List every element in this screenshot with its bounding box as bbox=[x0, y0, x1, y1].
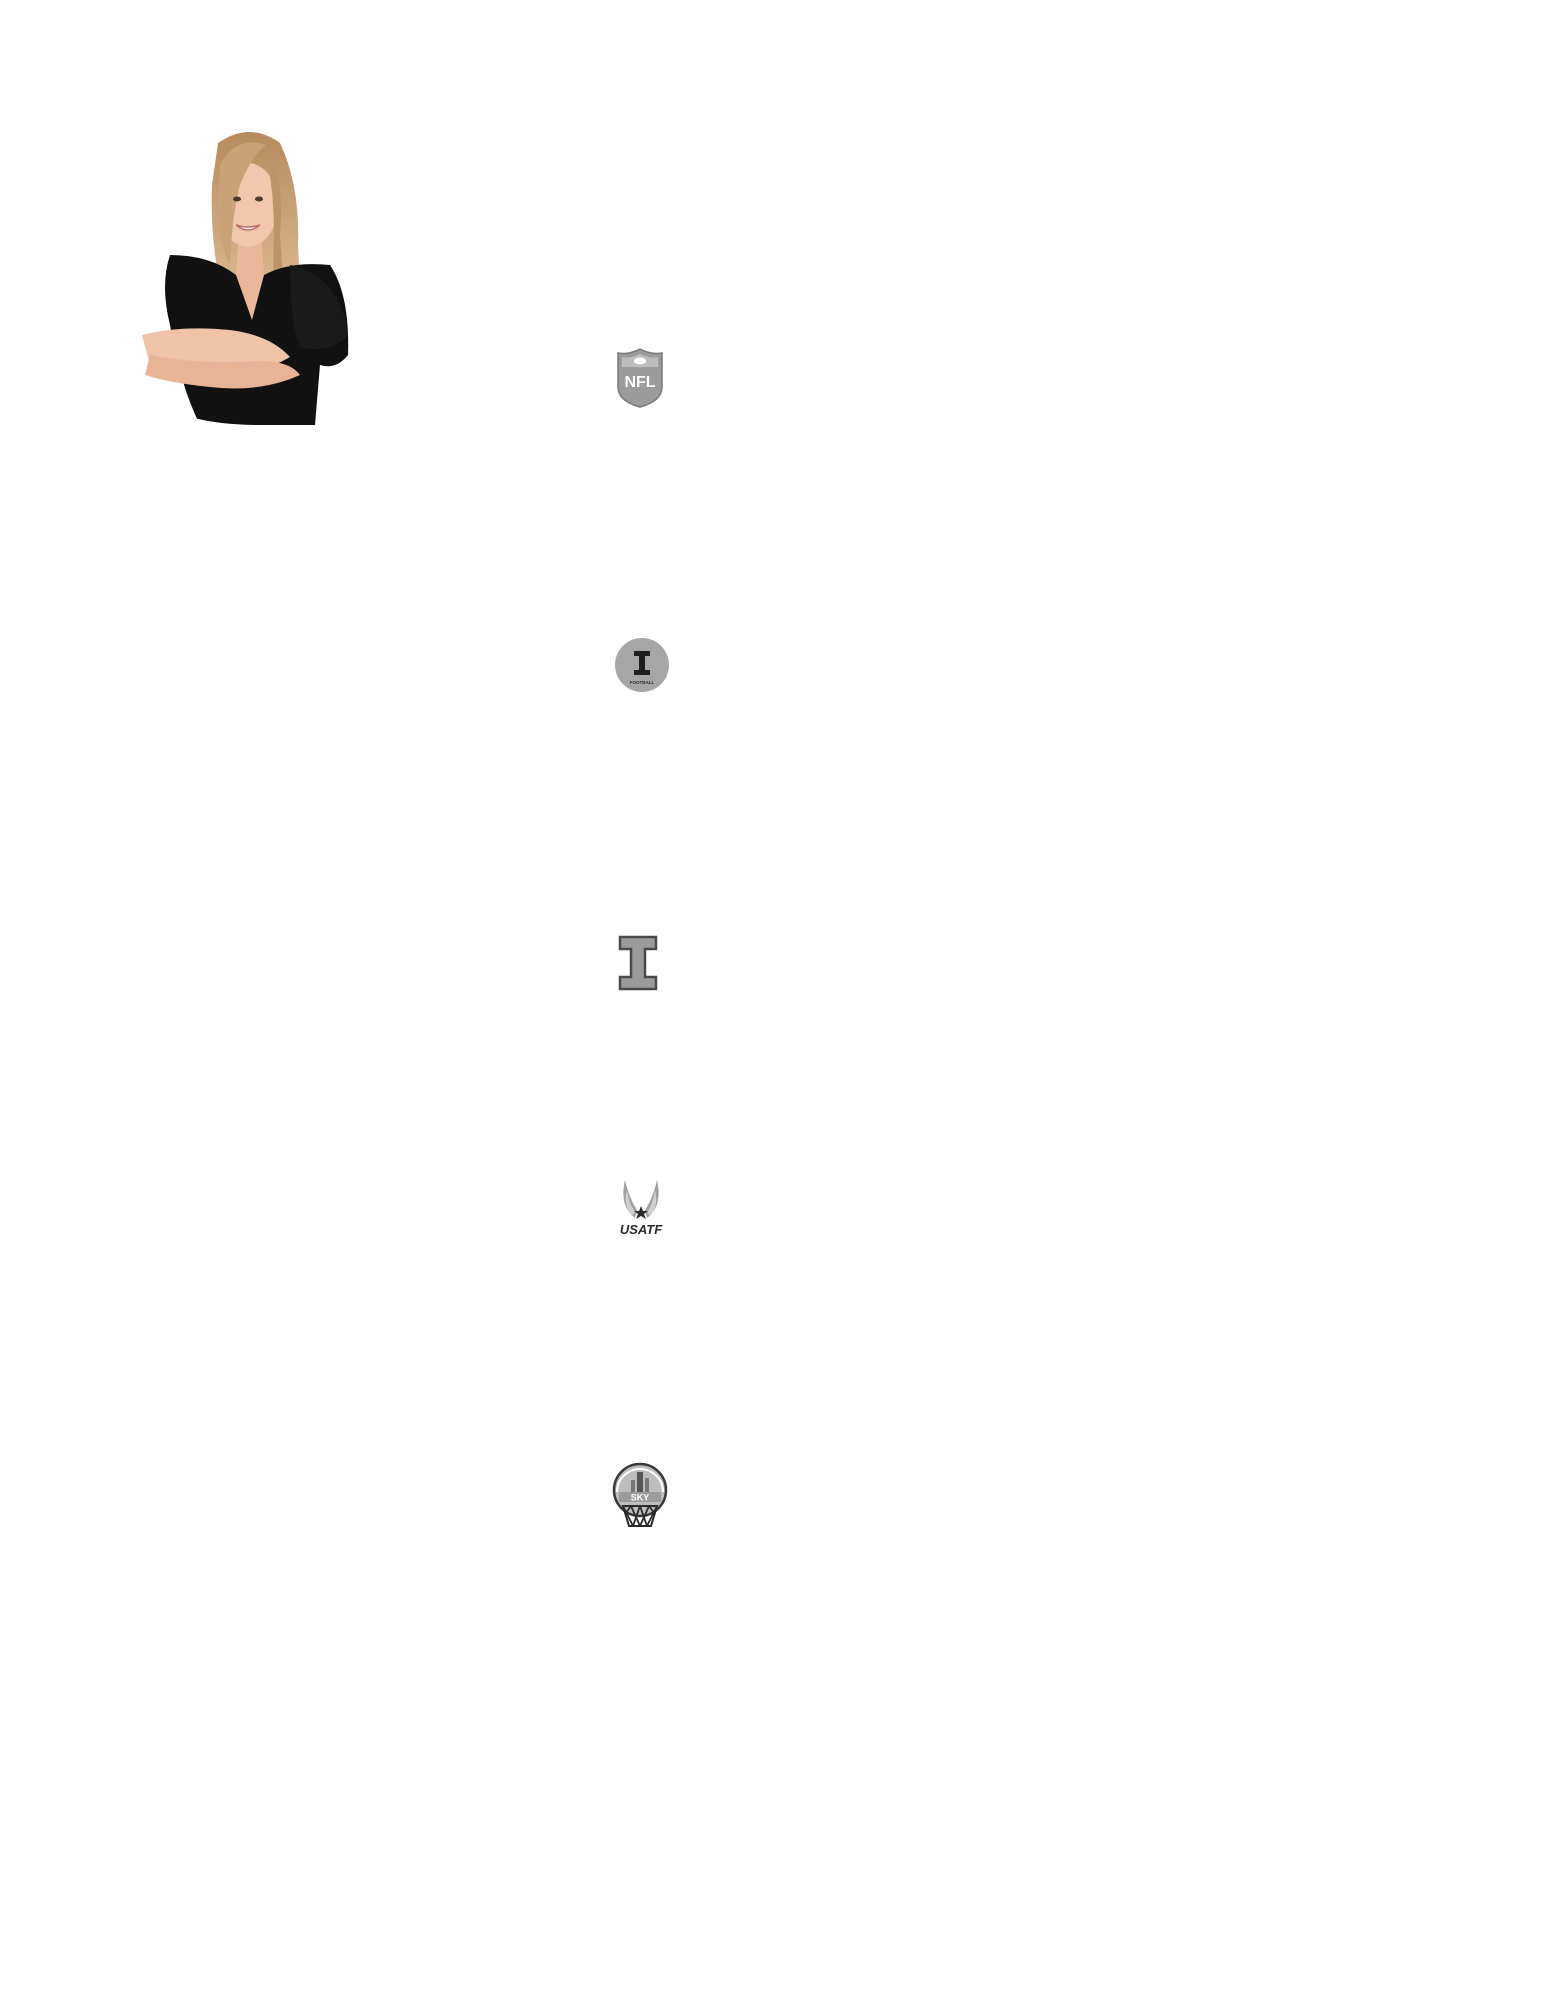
illinois-block-i-logo bbox=[618, 935, 658, 991]
nfl-logo-text: NFL bbox=[624, 374, 656, 391]
illinois-football-logo bbox=[614, 637, 670, 693]
chicago-sky-logo bbox=[611, 1462, 669, 1530]
illinois-football-logo-text: FOOTBALL bbox=[629, 680, 655, 685]
profile-photo bbox=[140, 125, 350, 425]
nfl-logo bbox=[614, 347, 666, 409]
chicago-sky-logo-text: SKY bbox=[630, 1492, 650, 1503]
usatf-logo-text: USATF bbox=[619, 1222, 663, 1237]
usatf-logo bbox=[611, 1176, 671, 1238]
